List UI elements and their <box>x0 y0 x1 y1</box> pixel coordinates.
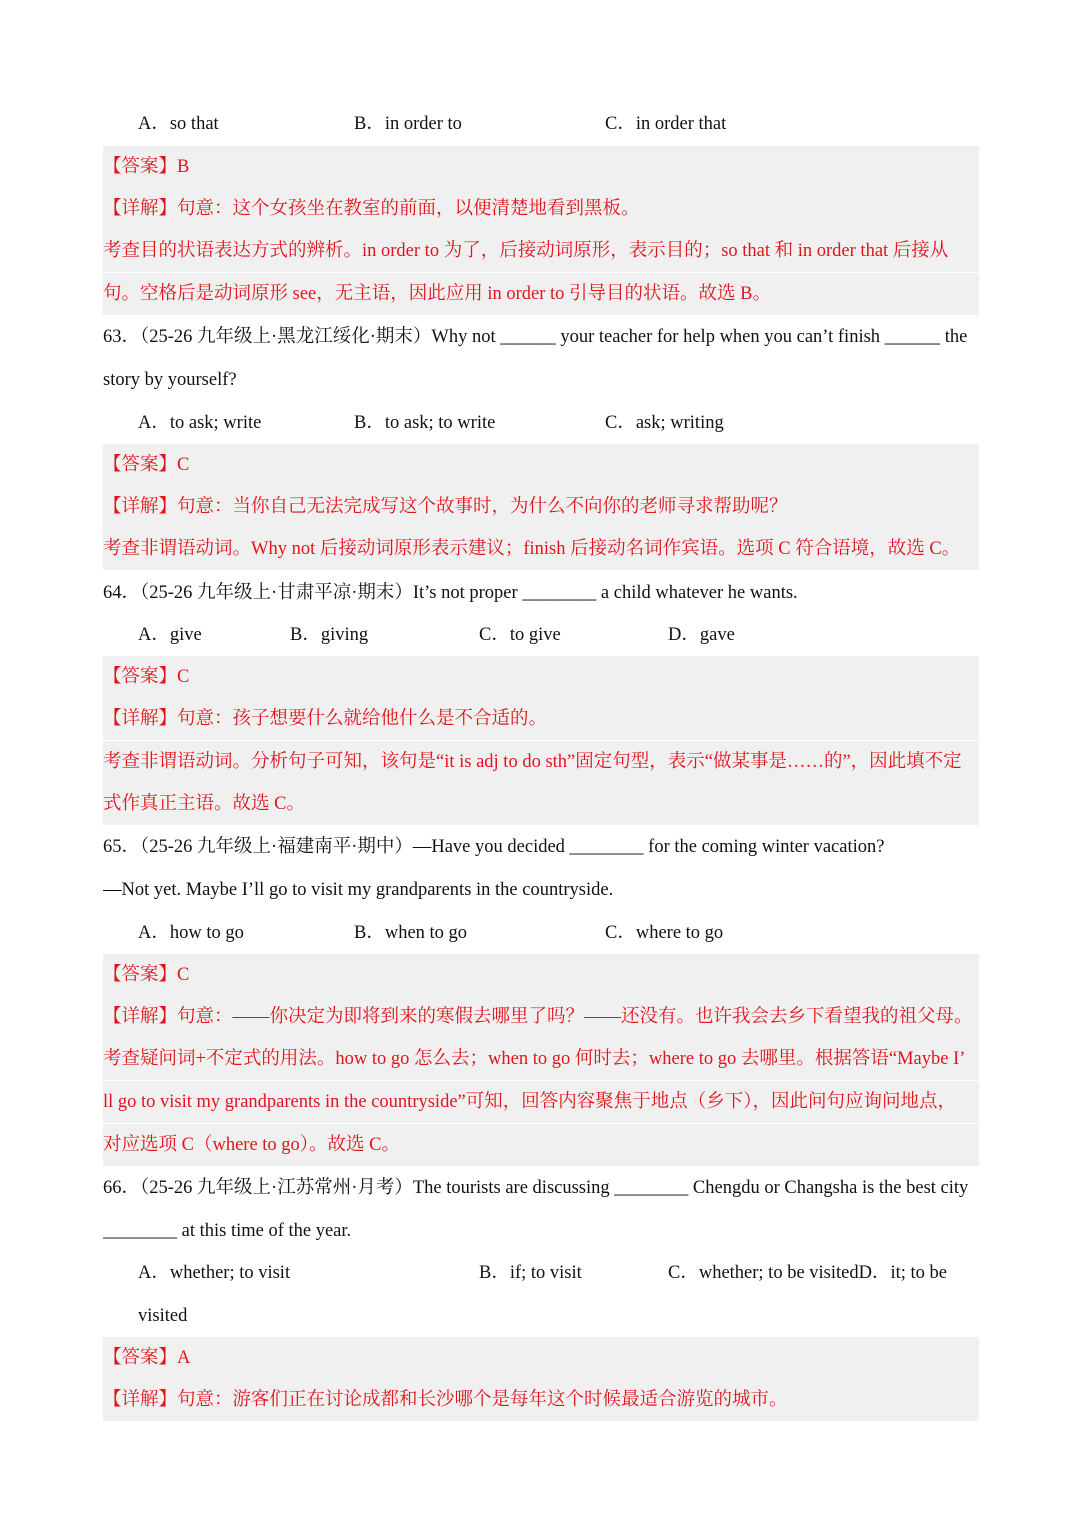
option-c: C．where to go <box>605 923 724 943</box>
q65-explanation-line-3: 对应选项 C（where to go）。故选 C。 <box>103 1124 979 1166</box>
option-b: B．to ask; to write <box>354 413 496 433</box>
q66-detail: 【详解】句意：游客们正在讨论成都和长沙哪个是每年这个时候最适合游览的城市。 <box>103 1379 979 1421</box>
q65-detail: 【详解】句意：——你决定为即将到来的寒假去哪里了吗？——还没有。也许我会去乡下看望我的祖父母。 <box>103 996 979 1038</box>
option-a: A．give <box>138 625 202 645</box>
q64-options <box>103 614 985 656</box>
q64-detail: 【详解】句意：孩子想要什么就给他什么是不合适的。 <box>103 698 979 740</box>
option-b: B．giving <box>290 625 369 645</box>
q65-stem-line-1: 65．（25-26 九年级上·福建南平·期中）—Have you decided ________ for the coming winter vacation? <box>103 837 885 857</box>
q65-answer: 【答案】C <box>103 954 979 996</box>
option-a: A．to ask; write <box>138 413 262 433</box>
option-d: D．gave <box>668 625 735 645</box>
option-c: C．in order that <box>605 114 727 134</box>
q65-stem-line-2: —Not yet. Maybe I’ll go to visit my grandparents in the countryside. <box>103 880 614 900</box>
q64-explanation-line-2: 式作真正主语。故选 C。 <box>103 783 979 825</box>
q62-answer: 【答案】B <box>103 146 979 188</box>
q64-explanation-line-1: 考查非谓语动词。分析句子可知，该句是“it is adj to do sth”固定句型，表示“做某事是……的”，因此填不定 <box>103 741 979 783</box>
option-c: C．ask; writing <box>605 413 724 433</box>
q62-detail: 【详解】句意：这个女孩坐在教室的前面，以便清楚地看到黑板。 <box>103 188 979 230</box>
q63-detail: 【详解】句意：当你自己无法完成写这个故事时，为什么不向你的老师寻求帮助呢？ <box>103 486 979 528</box>
q63-stem-line-1: 63．（25-26 九年级上·黑龙江绥化·期末）Why not ______ your teacher for help when you can’t finish ______ the <box>103 327 968 347</box>
q63-answer: 【答案】C <box>103 444 979 486</box>
q64-stem-line-1: 64．（25-26 九年级上·甘肃平凉·期末）It’s not proper ________ a child whatever he wants. <box>103 583 798 603</box>
q65-explanation-line-2: ll go to visit my grandparents in the countryside”可知，回答内容聚焦于地点（乡下），因此问句应询问地点， <box>103 1081 979 1123</box>
option-d-wrap: visited <box>138 1306 188 1326</box>
q65-explanation-line-1: 考查疑问词+不定式的用法。how to go 怎么去；when to go 何时去；where to go 去哪里。根据答语“Maybe I’ <box>103 1038 979 1080</box>
option-b: B．when to go <box>354 923 468 943</box>
option-b: B．if; to visit <box>479 1263 582 1283</box>
option-a: A．how to go <box>138 923 244 943</box>
q66-options <box>103 1252 985 1294</box>
q63-explanation-line-1: 考查非谓语动词。Why not 后接动词原形表示建议；finish 后接动名词作宾语。选项 C 符合语境，故选 C。 <box>103 528 979 570</box>
option-c: C．to give <box>479 625 561 645</box>
q63-options <box>103 402 985 444</box>
q66-options-wrap <box>103 1295 985 1337</box>
q62-explanation-line-1: 考查目的状语表达方式的辨析。in order to 为了，后接动词原形，表示目的；so that 和 in order that 后接从 <box>103 230 979 272</box>
q62-options <box>103 103 985 145</box>
q66-stem-line-2: ________ at this time of the year. <box>103 1221 352 1241</box>
q65-options <box>103 912 985 954</box>
option-c-d: C．whether; to be visitedD．it; to be <box>668 1263 947 1283</box>
q62-explanation-line-2: 句。空格后是动词原形 see，无主语，因此应用 in order to 引导目的状语。故选 B。 <box>103 273 979 315</box>
q66-answer: 【答案】A <box>103 1337 979 1379</box>
q63-stem-line-2: story by yourself? <box>103 370 237 390</box>
option-a: A．so that <box>138 114 219 134</box>
option-a: A．whether; to visit <box>138 1263 291 1283</box>
q64-answer: 【答案】C <box>103 656 979 698</box>
option-b: B．in order to <box>354 114 462 134</box>
q66-stem-line-1: 66．（25-26 九年级上·江苏常州·月考）The tourists are discussing ________ Chengdu or Changsha is the best city <box>103 1178 969 1198</box>
